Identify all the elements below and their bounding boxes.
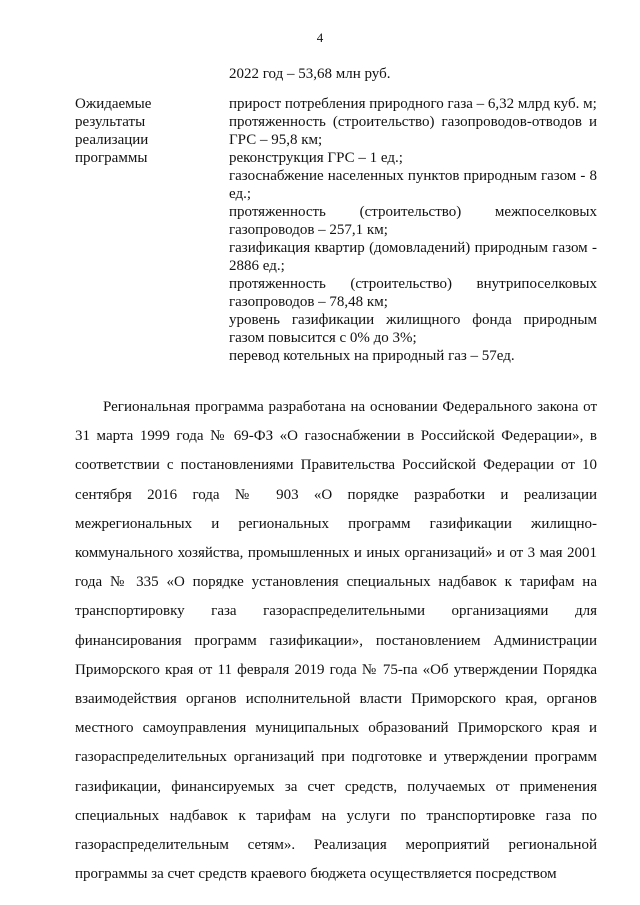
result-item: протяженность (строительство) внутрипоселковых газопроводов – 78,48 км; — [229, 276, 597, 310]
section-label: Ожидаемые результаты реализации программы — [75, 96, 152, 166]
result-item: прирост потребления природного газа – 6,32 млрд куб. м; — [229, 96, 597, 112]
result-item: реконструкция ГРС – 1 ед.; — [229, 150, 403, 166]
result-item: газификация квартир (домовладений) природным газом - 2886 ед.; — [229, 240, 597, 274]
result-item: протяженность (строительство) газопроводов-отводов и ГРС – 95,8 км; — [229, 114, 597, 148]
result-item: перевод котельных на природный газ – 57ед. — [229, 348, 515, 364]
expected-results-list — [229, 95, 597, 365]
result-item: газоснабжение населенных пунктов природным газом - 8 ед.; — [229, 168, 597, 202]
funding-line: 2022 год – 53,68 млн руб. — [229, 66, 391, 82]
page-number: 4 — [316, 30, 324, 45]
result-item: протяженность (строительство) межпоселковых газопроводов – 257,1 км; — [229, 204, 597, 238]
result-item: уровень газификации жилищного фонда природным газом повысится с 0% до 3%; — [229, 312, 597, 346]
body-paragraph: Региональная программа разработана на основании Федерального закона от 31 марта 1999 года № 69-ФЗ «О газоснабжении в Российской Федерации», в соответствии с постановлениями Правительства Российской Федерации от 10 сентября 2016 года № 903 «О порядке разработки и реализации межрегиональных и региональных программ газификации жилищно-коммунального хозяйства, промышленных и иных организаций» и от 3 мая 2001 года № 335 «О порядке установления специальных надбавок к тарифам на транспортировку газа газораспределительными организациями для финансирования программ газификации», постановлением Администрации Приморского края от 11 февраля 2019 года № 75-па «Об утверждении Порядка взаимодействия органов исполнительной власти Приморского края, органов местного самоуправления муниципальных образований Приморского края и газораспределительных организаций при подготовке и утверждении программ газификации, финансируемых за счет средств, получаемых от применения специальных надбавок к тарифам на услуги по транспортировке газа по газораспределительным сетям». Реализация мероприятий региональной программы за счет средств краевого бюджета осуществляется посредством — [75, 399, 597, 883]
